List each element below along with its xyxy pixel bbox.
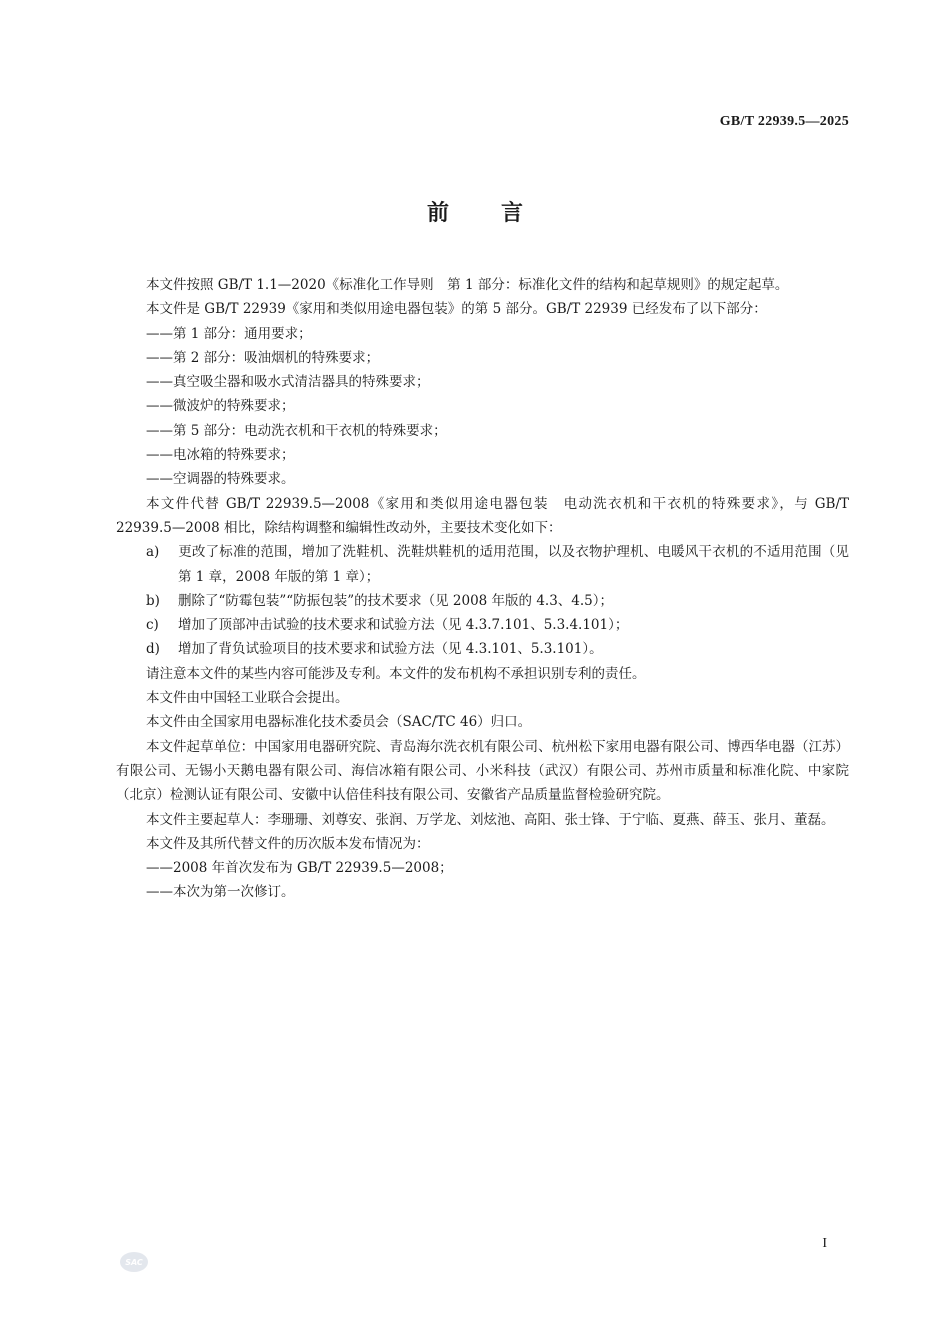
list-item-part: ——空调器的特殊要求。 xyxy=(146,471,295,488)
paragraph-patent-notice: 请注意本文件的某些内容可能涉及专利。本文件的发布机构不承担识别专利的责任。 xyxy=(146,665,646,682)
list-item-part: ——电冰箱的特殊要求； xyxy=(146,447,295,464)
list-item-part: ——第 5 部分：电动洗衣机和干衣机的特殊要求； xyxy=(146,422,447,439)
list-item-label: a) xyxy=(146,544,160,561)
paragraph-drafters: 本文件主要起草人：李珊珊、刘尊安、张润、万学龙、刘炫池、高阳、张士锋、于宁临、夏燕、薛玉、张月、董磊。 xyxy=(146,811,835,828)
paragraph-series-intro: 本文件是 GB/T 22939《家用和类似用途电器包装》的第 5 部分。GB/T 22939 已经发布了以下部分： xyxy=(146,301,767,318)
list-item-label: b) xyxy=(146,592,160,609)
page-title: 前言 xyxy=(426,201,575,226)
list-item-history: ——2008 年首次发布为 GB/T 22939.5—2008； xyxy=(146,860,453,877)
list-item-change xyxy=(116,589,849,613)
list-item-part: ——微波炉的特殊要求； xyxy=(146,398,295,415)
list-item-text: 增加了顶部冲击试验的技术要求和试验方法（见 4.3.7.101、5.3.4.101）； xyxy=(178,617,629,634)
list-item-change xyxy=(116,637,849,661)
list-item-label: d) xyxy=(146,641,160,658)
list-item-text: 删除了“防霉包装”“防振包装”的技术要求（见 2008 年版的 4.3、4.5）； xyxy=(178,592,614,609)
paragraph-drafting-rules: 本文件按照 GB/T 1.1—2020《标准化工作导则 第 1 部分：标准化文件的结构和起草规则》的规定起草。 xyxy=(146,277,789,293)
list-item-part: ——第 1 部分：通用要求； xyxy=(146,325,312,342)
list-item-text: 增加了背负试验项目的技术要求和试验方法（见 4.3.101、5.3.101）。 xyxy=(178,641,603,658)
list-item-history: ——本次为第一次修订。 xyxy=(146,884,295,901)
sac-logo-icon: SAC xyxy=(120,1252,148,1272)
standard-code: GB/T 22939.5—2025 xyxy=(719,114,849,129)
list-item-change xyxy=(116,613,849,637)
paragraph-proposer: 本文件由中国轻工业联合会提出。 xyxy=(146,690,349,707)
page-number: I xyxy=(822,1236,827,1251)
paragraph-replacement: 本文件代替 GB/T 22939.5—2008《家用和类似用途电器包装 电动洗衣机和干衣机的特殊要求》，与 GB/T 22939.5—2008 相比，除结构调整和编辑性改动外，主要技术变化如下： xyxy=(116,495,849,536)
list-item-label: c) xyxy=(146,617,159,634)
list-item-part: ——真空吸尘器和吸水式清洁器具的特殊要求； xyxy=(146,374,430,391)
document-body xyxy=(116,273,849,905)
paragraph-committee: 本文件由全国家用电器标准化技术委员会（SAC/TC 46）归口。 xyxy=(146,714,532,731)
paragraph-history-intro: 本文件及其所代替文件的历次版本发布情况为： xyxy=(146,835,430,852)
list-item-part: ——第 2 部分：吸油烟机的特殊要求； xyxy=(146,349,380,366)
list-item-text: 更改了标准的范围，增加了洗鞋机、洗鞋烘鞋机的适用范围，以及衣物护理机、电暖风干衣机的不适用范围（见第 1 章，2008 年版的第 1 章）； xyxy=(178,544,849,585)
paragraph-drafting-units: 本文件起草单位：中国家用电器研究院、青岛海尔洗衣机有限公司、杭州松下家用电器有限公司、博西华电器（江苏）有限公司、无锡小天鹅电器有限公司、海信冰箱有限公司、小米科技（武汉）有限公司、苏州市质量和标准化院、中家院（北京）检测认证有限公司、安徽中认倍佳科技有限公司、安徽省产品质量监督检验研究院。 xyxy=(116,738,849,804)
list-item-change xyxy=(116,540,849,589)
